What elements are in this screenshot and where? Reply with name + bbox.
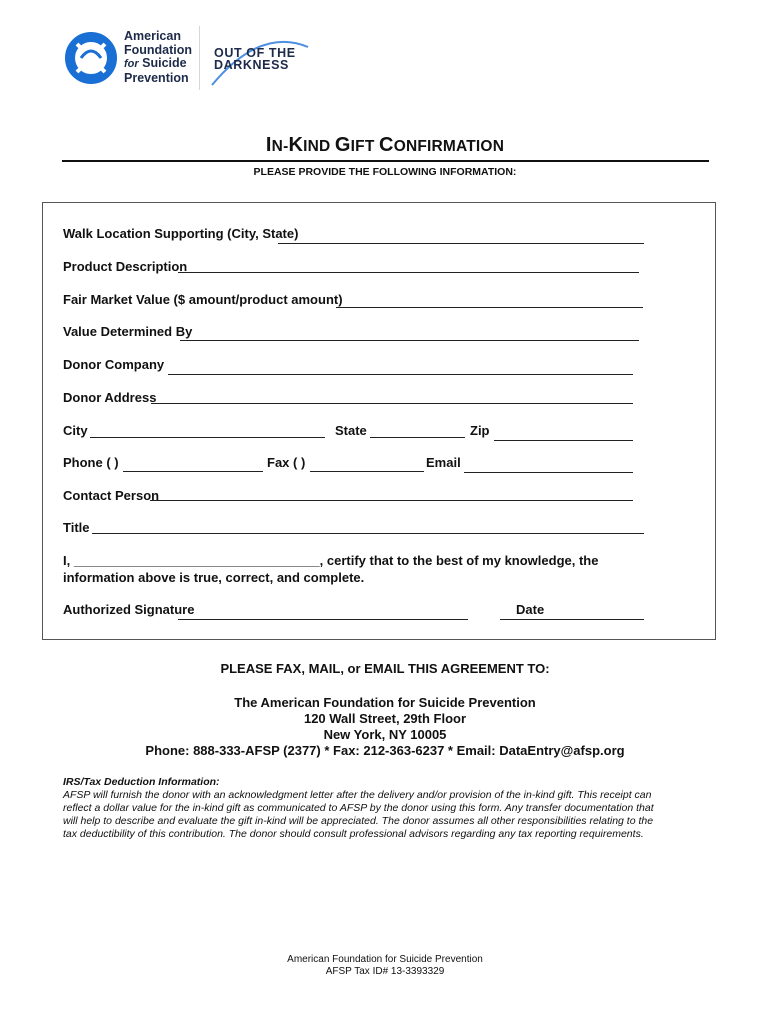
phone-label: Phone ( ) bbox=[63, 455, 119, 470]
footer-tax-id: AFSP Tax ID# 13-3393329 bbox=[325, 966, 445, 977]
title-label: Title bbox=[63, 520, 90, 535]
org-city: New York, NY 10005 bbox=[323, 727, 447, 742]
contact-person-field[interactable] bbox=[150, 500, 633, 501]
fax-field[interactable] bbox=[310, 471, 424, 472]
state-label: State bbox=[335, 423, 367, 438]
product-description-field[interactable] bbox=[178, 272, 639, 273]
fair-market-value-label: Fair Market Value ($ amount/product amount) bbox=[63, 292, 343, 307]
logo-divider bbox=[199, 26, 200, 90]
page-subtitle: PLEASE PROVIDE THE FOLLOWING INFORMATION: bbox=[253, 166, 517, 178]
email-label: Email bbox=[426, 455, 461, 470]
fair-market-value-field[interactable] bbox=[336, 307, 643, 308]
org-street: 120 Wall Street, 29th Floor bbox=[303, 711, 467, 726]
irs-heading: IRS/Tax Deduction Information: bbox=[63, 776, 220, 788]
certification-statement: I, __________________________________, certify that to the best of my knowledge, the information above is true, correct, and complete. bbox=[63, 553, 599, 585]
authorized-signature-field[interactable] bbox=[178, 619, 468, 620]
org-name: The American Foundation for Suicide Prevention bbox=[234, 695, 536, 710]
authorized-signature-label: Authorized Signature bbox=[63, 602, 195, 617]
email-field[interactable] bbox=[464, 472, 633, 473]
donor-company-label: Donor Company bbox=[63, 357, 165, 372]
donor-address-field[interactable] bbox=[151, 403, 633, 404]
zip-label: Zip bbox=[470, 423, 490, 438]
afsp-logo-text: American Foundation for Suicide Prevention bbox=[124, 29, 193, 85]
footer-org: American Foundation for Suicide Prevention bbox=[287, 954, 483, 965]
product-description-label: Product Description bbox=[63, 259, 188, 274]
donor-address-label: Donor Address bbox=[63, 390, 157, 405]
date-field[interactable] bbox=[500, 619, 644, 620]
walk-location-field[interactable] bbox=[278, 243, 644, 244]
mailing-instruction: PLEASE FAX, MAIL, or EMAIL THIS AGREEMENT TO: bbox=[220, 661, 550, 676]
donor-company-field[interactable] bbox=[168, 374, 633, 375]
irs-information: IRS/Tax Deduction Information: AFSP will furnish the donor with an acknowledgment letter after the delivery and/or provision of the in-kind gift. This receipt can reflect a dollar value for the in-kind gift as communicated to AFSP by the donor using this form. Any transfer documentation that will help to describe and evaluate the gift in-kind will be appreciated. The donor assumes all other responsibilities relating to the tax deductibility of this contribution. The donor should consult professional advisors regarding any tax reporting requirements. bbox=[63, 776, 713, 841]
org-contact: Phone: 888-333-AFSP (2377) * Fax: 212-363-6237 * Email: DataEntry@afsp.org bbox=[145, 743, 625, 758]
fax-label: Fax ( ) bbox=[267, 455, 306, 470]
page-title: IN-KIND GIFT CONFIRMATION bbox=[265, 134, 505, 156]
contact-person-label: Contact Person bbox=[63, 488, 160, 503]
walk-location-label: Walk Location Supporting (City, State) bbox=[63, 226, 299, 241]
value-determined-by-label: Value Determined By bbox=[63, 324, 193, 339]
date-label: Date bbox=[516, 602, 545, 617]
phone-field[interactable] bbox=[123, 471, 263, 472]
zip-field[interactable] bbox=[494, 440, 633, 441]
afsp-lifebuoy-logo bbox=[64, 31, 118, 85]
title-field[interactable] bbox=[92, 533, 644, 534]
state-field[interactable] bbox=[370, 437, 465, 438]
city-label: City bbox=[63, 423, 88, 438]
value-determined-by-field[interactable] bbox=[180, 340, 639, 341]
city-field[interactable] bbox=[90, 437, 325, 438]
out-of-the-darkness-logo: OUT OF THE DARKNESS bbox=[214, 46, 296, 72]
title-rule bbox=[62, 160, 709, 162]
